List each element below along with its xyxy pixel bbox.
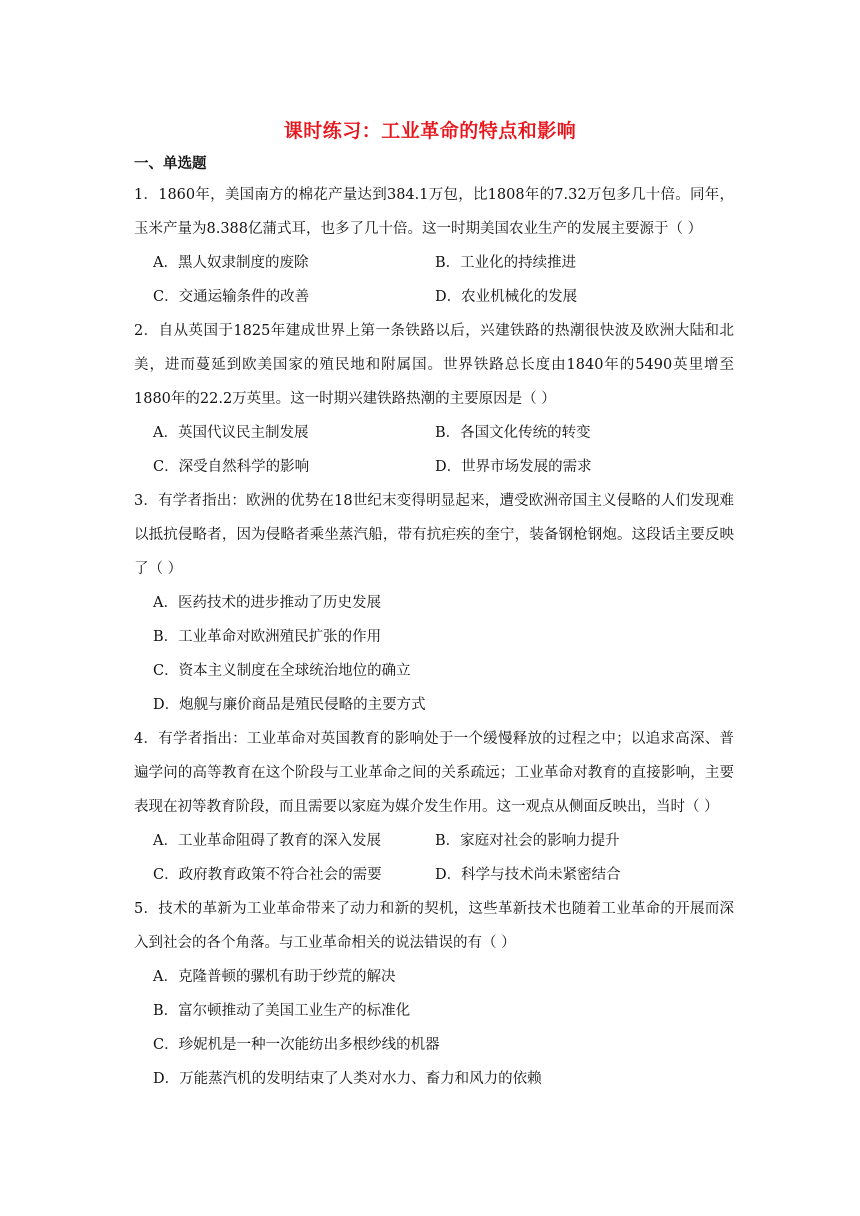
- option-c: C．资本主义制度在全球统治地位的确立: [153, 663, 411, 679]
- option-b: B．各国文化传统的转变: [435, 425, 591, 441]
- option-d: D．世界市场发展的需求: [435, 459, 592, 475]
- question-5: [134, 892, 734, 960]
- question-3: [134, 484, 734, 586]
- question-text: 有学者指出：工业革命对英国教育的影响处于一个缓慢释放的过程之中；以追求高深、普遍学问的高等教育在这个阶段与工业革命之间的关系疏远；工业革命对教育的直接影响，主要表现在初等教育阶段，而且需要以家庭为媒介发生作用。这一观点从侧面反映出，当时（ ）: [134, 731, 734, 815]
- option-b: B．工业革命对欧洲殖民扩张的作用: [153, 629, 382, 645]
- option-a: A．黑人奴隶制度的废除: [153, 255, 309, 271]
- question-4: [134, 722, 734, 824]
- option-b: B．富尔顿推动了美国工业生产的标准化: [153, 1003, 411, 1019]
- options-2: [134, 416, 734, 484]
- option-b: B．工业化的持续推进: [435, 255, 577, 271]
- option-d: D．农业机械化的发展: [435, 289, 578, 305]
- question-number: 2．: [134, 323, 159, 339]
- question-number: 4．: [134, 731, 159, 747]
- option-b: B．家庭对社会的影响力提升: [435, 833, 620, 849]
- option-a: A．工业革命阻碍了教育的深入发展: [153, 833, 381, 849]
- option-d: D．万能蒸汽机的发明结束了人类对水力、畜力和风力的依赖: [153, 1071, 542, 1087]
- question-number: 1．: [134, 187, 159, 203]
- page-title: 课时练习：工业革命的特点和影响: [283, 120, 577, 142]
- question-text: 有学者指出：欧洲的优势在18世纪末变得明显起来，遭受欧洲帝国主义侵略的人们发现难以抵抗侵略者，因为侵略者乘坐蒸汽船，带有抗疟疾的奎宁，装备钢枪钢炮。这段话主要反映了（ ）: [134, 493, 734, 577]
- option-c: C．深受自然科学的影响: [153, 459, 310, 475]
- option-c: C．珍妮机是一种一次能纺出多根纱线的机器: [153, 1037, 440, 1053]
- question-list: [134, 178, 734, 1096]
- option-a: A．英国代议民主制发展: [153, 425, 309, 441]
- option-d: D．科学与技术尚未紧密结合: [435, 867, 621, 883]
- option-c: C．交通运输条件的改善: [153, 289, 310, 305]
- question-number: 3．: [134, 493, 159, 509]
- option-c: C．政府教育政策不符合社会的需要: [153, 867, 382, 883]
- question-text: 自从英国于1825年建成世界上第一条铁路以后，兴建铁路的热潮很快波及欧洲大陆和北美，进而蔓延到欧美国家的殖民地和附属国。世界铁路总长度由1840年的5490英里增至1880年的22.2万英里。这一时期兴建铁路热潮的主要原因是（ ）: [134, 323, 734, 407]
- option-a: A．克隆普顿的骡机有助于纱荒的解决: [153, 969, 396, 985]
- question-number: 5．: [134, 901, 159, 917]
- option-a: A．医药技术的进步推动了历史发展: [153, 595, 381, 611]
- section-heading: 一、单选题: [134, 155, 207, 172]
- options-3: [134, 586, 734, 722]
- question-1: [134, 178, 734, 246]
- question-2: [134, 314, 734, 416]
- options-5: [134, 960, 734, 1096]
- options-4: [134, 824, 734, 892]
- option-d: D．炮舰与廉价商品是殖民侵略的主要方式: [153, 697, 426, 713]
- question-text: 1860年，美国南方的棉花产量达到384.1万包，比1808年的7.32万包多几十倍。同年，玉米产量为8.388亿蒲式耳，也多了几十倍。这一时期美国农业生产的发展主要源于（ ）: [134, 187, 734, 237]
- question-text: 技术的革新为工业革命带来了动力和新的契机，这些革新技术也随着工业革命的开展而深入到社会的各个角落。与工业革命相关的说法错误的有（ ）: [134, 901, 734, 951]
- options-1: [134, 246, 734, 314]
